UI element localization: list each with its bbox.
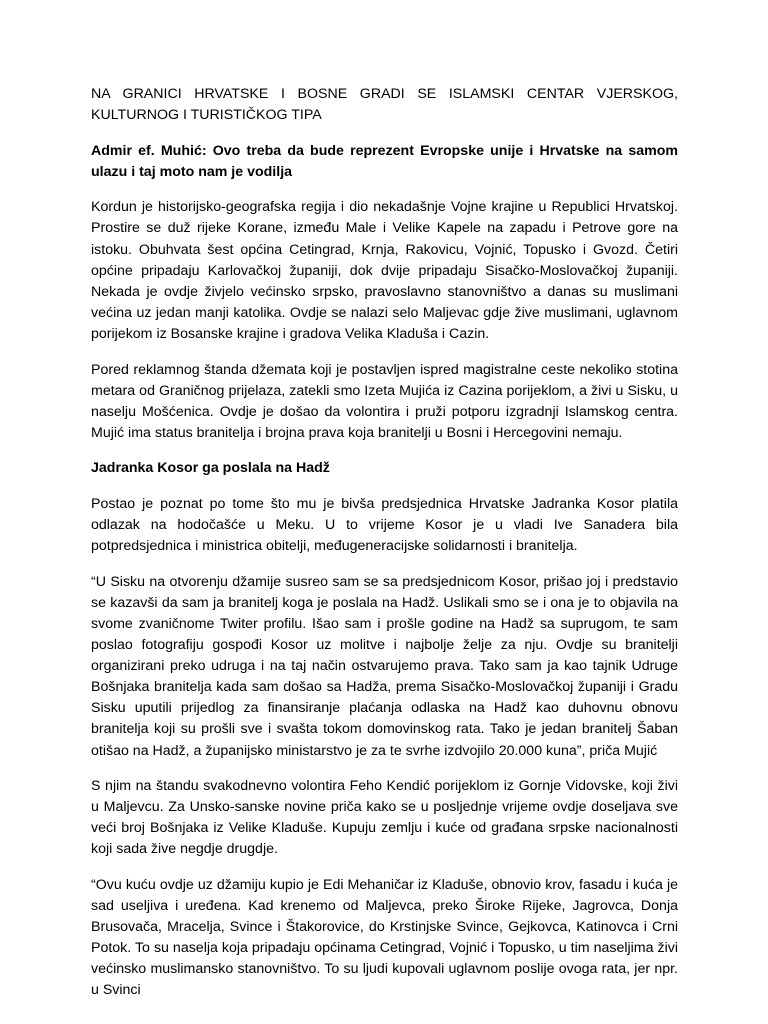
paragraph-6: “Ovu kuću ovdje uz džamiju kupio je Edi Mehaničar iz Kladuše, obnovio krov, fasadu i kuća je sad useljiva i uređena. Kad krenemo od Maljevca, preko Široke Rijeke, Jagrovca, Donja Brusovača, Mracelja, Svince i Štakorovice, do Krstinjske Svince, Gejkovca, Katinovca i Crni Potok. To su naselja koja pripadaju općinama Cetingrad, Vojnić i Topusko, u tim naseljima živi većinsko muslimansko stanovništvo. To su ljudi kupovali uglavnom poslije ovoga rata, jer npr. u Svinci (91, 877, 678, 999)
section-heading: Jadranka Kosor ga poslala na Hadž (91, 460, 330, 477)
article-subtitle: Admir ef. Muhić: Ovo treba da bude reprezent Evropske unije i Hrvatske na samom ulazu i taj moto nam je vodilja (91, 142, 678, 180)
paragraph-1: Kordun je historijsko-geografska regija i dio nekadašnje Vojne krajine u Republici Hrvatskoj. Prostire se duž rijeke Korane, između Male i Velike Kapele na zapadu i Petrove gore na istoku. Obuhvata šest općina Cetingrad, Krnja, Rakovicu, Vojnić, Topusko i Gvozd. Četiri općine pripadaju Karlovačkoj županiji, dok dvije pripadaju Sisačko-Moslovačkoj županiji. Nekada je ovdje živjelo većinsko srpsko, pravoslavno stanovništvo a danas su muslimani većina uz jedan manji katolika. Ovdje se nalazi selo Maljevac gdje žive muslimani, uglavnom porijekom iz Bosanske krajine i gradova Velika Kladuša i Cazin. (91, 199, 678, 342)
article-title: NA GRANICI HRVATSKE I BOSNE GRADI SE ISLAMSKI CENTAR VJERSKOG, KULTURNOG I TURISTIČKOG TIPA (91, 86, 678, 124)
paragraph-3: Postao je poznat po tome što mu je bivša predsjednica Hrvatske Jadranka Kosor platila odlazak na hodočašće u Meku. U to vrijeme Kosor je u vladi Ive Sanadera bila potpredsjednica i ministrica obitelji, međugeneracijske solidarnosti i branitelja. (91, 496, 678, 555)
document-page (91, 84, 678, 1016)
paragraph-5: S njim na štandu svakodnevno volontira Feho Kendić porijeklom iz Gornje Vidovske, koji živi u Maljevcu. Za Unsko-sanske novine priča kako se u posljednje vrijeme ovdje doseljava sve veći broj Bošnjaka iz Velike Kladuše. Kupuju zemlju i kuće od građana srpske nacionalnosti koji sada žive negdje drugdje. (91, 778, 678, 858)
paragraph-4: “U Sisku na otvorenju džamije susreo sam se sa predsjednicom Kosor, prišao joj i predstavio se kazavši da sam ja branitelj koga je poslala na Hadž. Uslikali smo se i ona je to objavila na svome zvaničnome Twiter profilu. Išao sam i prošle godine na Hadž sa suprugom, te sam poslao fotografiju gospođi Kosor uz molitve i najbolje želje za nju. Ovdje su branitelji organizirani preko udruga i na taj način ostvarujemo prava. Tako sam ja kao tajnik Udruge Bošnjaka branitelja kada sam došao sa Hadža, prema Sisačko-Moslovačkoj županiji i Gradu Sisku uputili prijedlog za finansiranje plaćanja odlaska na Hadž kao duhovnu obnovu branitelja koji su prošli sve i svašta tokom domovinskog rata. Tako je jedan branitelj Šaban otišao na Hadž, a županijsko ministarstvo je za te svrhe izdvojilo 20.000 kuna”, priča Mujić (91, 573, 678, 759)
paragraph-2: Pored reklamnog štanda džemata koji je postavljen ispred magistralne ceste nekoliko stotina metara od Graničnog prijelaza, zatekli smo Izeta Mujića iz Cazina porijeklom, a živi u Sisku, u naselju Mošćenica. Ovdje je došao da volontira i pruži potporu izgradnji Islamskog centra. Mujić ima status branitelja i brojna prava koja branitelji u Bosni i Hercegovini nemaju. (91, 361, 678, 441)
